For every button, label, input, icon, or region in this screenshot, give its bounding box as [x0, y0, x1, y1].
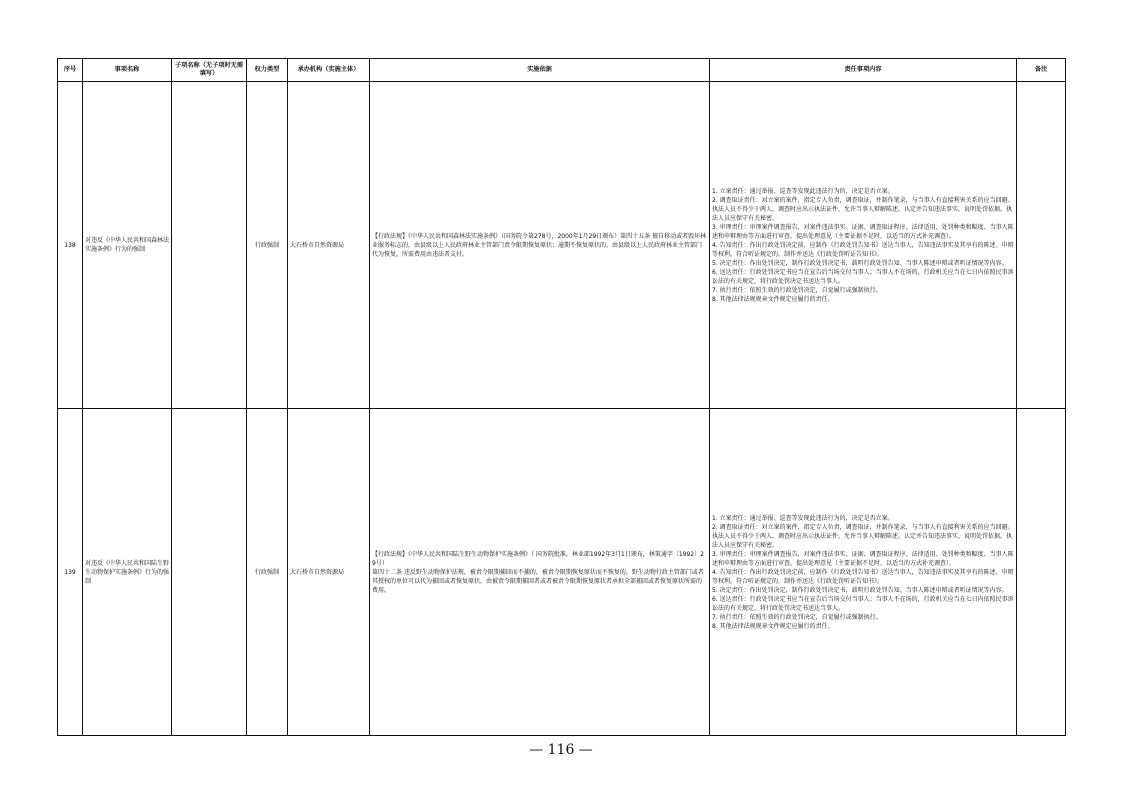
header-seq: 序号 — [58, 59, 83, 82]
cell-power-type: 行政强制 — [247, 82, 288, 409]
table-header-row — [58, 59, 1066, 82]
header-organization: 承办机构（实施主体） — [288, 59, 370, 82]
cell-seq: 138 — [58, 82, 83, 409]
header-legal-basis: 实施依据 — [370, 59, 710, 82]
page-number: — 116 — — [529, 742, 593, 758]
cell-remark — [1017, 409, 1066, 736]
cell-responsibility: 1. 立案责任：通过举报、巡查等发现此违法行为的，决定是否立案。 2. 调查取证责任：对立案的案件，指定专人负责，调查取证，并制作笔录，与当事人有直接利害关系的应当回避。执法人员不得少于两人，调查时应出示执法证件，允许当事人辩解陈述。认定并告知违法事实，说明处罚依据。执法人员应保守有关秘密。 3. 审理责任：审理案件调查报告，对案件违法事实、证据、调查取证程序、法律适用、处罚种类和幅度、当事人陈述和申辩理由等方面进行审查，提出处理意见（主要证据不足时，以适当的方式补充调查）。 4. 告知责任：作出行政处罚决定前，应制作《行政处罚告知书》送达当事人，告知违法事实及其享有的陈述、申辩等权利。符合听证规定的，制作并送达《行政处罚听证告知书》。 5. 决定责任：作出处罚决定，制作行政处罚决定书，载明行政处罚告知、当事人陈述申辩或者听证情况等内容。 6. 送达责任：行政处罚决定书应当在宣告后当场交付当事人；当事人不在场的，行政机关应当在七日内依照民事诉讼法的有关规定，将行政处罚决定书送达当事人。 7. 执行责任：依照生效的行政处罚决定，自觉履行或强制执行。 8. 其他法律法规规章文件规定应履行的责任。 — [710, 82, 1017, 409]
header-remark: 备注 — [1017, 59, 1066, 82]
cell-item-name: 对违反《中华人民共和国陆生野生动物保护实施条例》行为的强制 — [83, 409, 172, 736]
cell-legal-basis: 【行政法规】《中华人民共和国森林法实施条例》（国务院令第278号，2000年1月29日颁布）第四十五条 擅自移动或者毁坏林业服务标志的，由县级以上人民政府林业主管部门责令限期恢复原状；逾期不恢复原状的，由县级以上人民政府林业主管部门代为恢复，所需费用由违法者支付。 — [370, 82, 710, 409]
cell-responsibility: 1. 立案责任：通过举报、巡查等发现此违法行为的，决定是否立案。 2. 调查取证责任：对立案的案件，指定专人负责，调查取证，并制作笔录，与当事人有直接利害关系的应当回避。执法人员不得少于两人，调查时应出示执法证件，允许当事人辩解陈述。认定并告知违法事实，说明处罚依据。执法人员应保守有关秘密。 3. 审理责任：审理案件调查报告，对案件违法事实、证据、调查取证程序、法律适用、处罚种类和幅度、当事人陈述和申辩理由等方面进行审查，提出处理意见（主要证据不足时，以适当的方式补充调查）。 4. 告知责任：作出行政处罚决定前，应制作《行政处罚告知书》送达当事人，告知违法事实及其享有的陈述、申辩等权利。符合听证规定的，制作并送达《行政处罚听证告知书》。 5. 决定责任：作出处罚决定，制作行政处罚决定书，载明行政处罚告知、当事人陈述申辩或者听证情况等内容。 6. 送达责任：行政处罚决定书应当在宣告后当场交付当事人；当事人不在场的，行政机关应当在七日内依照民事诉讼法的有关规定，将行政处罚决定书送达当事人。 7. 执行责任：依照生效的行政处罚决定，自觉履行或强制执行。 8. 其他法律法规规章文件规定应履行的责任。 — [710, 409, 1017, 736]
authority-table — [57, 58, 1066, 736]
header-item-name: 事项名称 — [83, 59, 172, 82]
cell-item-name: 对违反《中华人民共和国森林法实施条例》行为的强制 — [83, 82, 172, 409]
cell-organization: 大石桥市自然资源局 — [288, 409, 370, 736]
cell-organization: 大石桥市自然资源局 — [288, 82, 370, 409]
header-responsibility: 责任事项内容 — [710, 59, 1017, 82]
table-row — [58, 82, 1066, 409]
cell-legal-basis: 【行政法规】《中华人民共和国陆生野生动物保护实施条例》（ 国务院批准，林业部1992年3月1日颁布，林策通字〔1992〕29号） 第四十二条 违反野生动物保护法规，被责令限期捕回而不捕的，被责令限期恢复原状而不恢复的，野生动物行政主管部门或者其授权的单位可以代为捕回或者恢复原状，由被责令限期捕回者或者被责令限期恢复原状者承担全部捕回或者恢复原状所需的费用。 — [370, 409, 710, 736]
header-sub-item: 子项名称（无子项时无需填写） — [172, 59, 247, 82]
cell-sub-item — [172, 82, 247, 409]
cell-remark — [1017, 82, 1066, 409]
cell-seq: 139 — [58, 409, 83, 736]
cell-power-type: 行政强制 — [247, 409, 288, 736]
cell-sub-item — [172, 409, 247, 736]
header-power-type: 权力类型 — [247, 59, 288, 82]
table-row — [58, 409, 1066, 736]
